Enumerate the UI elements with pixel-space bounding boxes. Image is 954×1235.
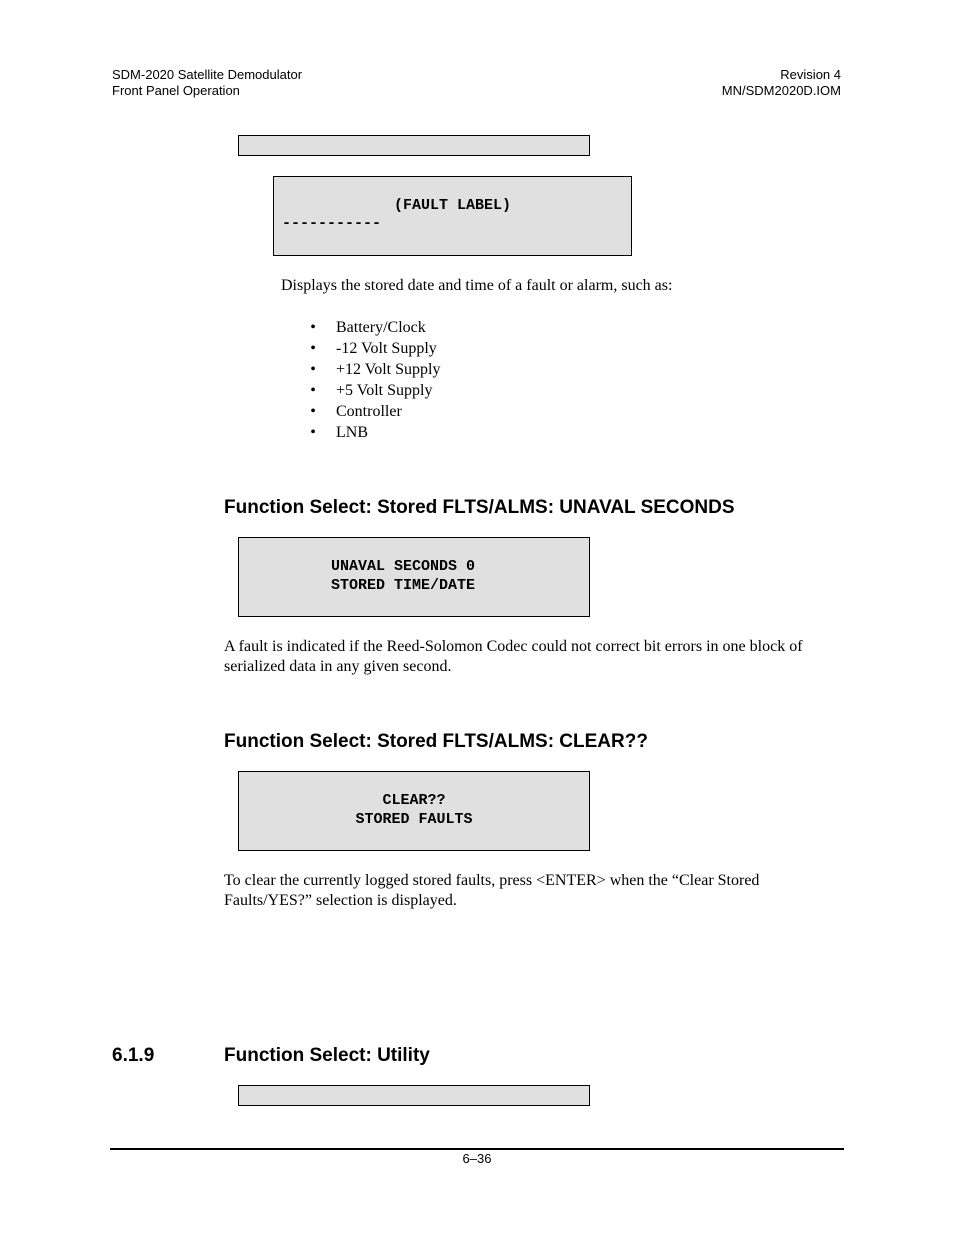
list-item: • Battery/Clock bbox=[308, 317, 440, 338]
list-item: • +12 Volt Supply bbox=[308, 359, 440, 380]
bullet-icon: • bbox=[310, 424, 316, 441]
clear-faults-paragraph: To clear the currently logged stored faults, press <ENTER> when the “Clear Stored Faults/YES?” selection is displayed. bbox=[224, 872, 760, 909]
section-heading-clear: Function Select: Stored FLTS/ALMS: CLEAR?? bbox=[224, 731, 648, 752]
unaval-seconds-display bbox=[238, 537, 590, 617]
fault-label-display bbox=[273, 176, 632, 256]
bullet-icon: • bbox=[310, 382, 316, 399]
document-title: SDM-2020 Satellite Demodulator bbox=[112, 67, 303, 82]
footer-rule bbox=[110, 1148, 844, 1150]
clear-faults-display bbox=[238, 771, 590, 851]
fault-list bbox=[308, 317, 440, 443]
unaval-seconds-paragraph: A fault is indicated if the Reed-Solomon Codec could not correct bit errors in one block of serialized data in any given second. bbox=[224, 638, 803, 675]
blank-display-bar-top bbox=[238, 135, 590, 156]
blank-display-bar-bottom bbox=[238, 1085, 590, 1106]
fault-label-dashes: ----------- bbox=[282, 215, 382, 232]
stored-faults-line: STORED FAULTS bbox=[355, 811, 473, 828]
document-number: MN/SDM2020D.IOM bbox=[721, 83, 841, 98]
list-item: • -12 Volt Supply bbox=[308, 338, 440, 359]
unaval-seconds-line: UNAVAL SECONDS 0 bbox=[331, 558, 476, 575]
bullet-icon: • bbox=[310, 319, 316, 336]
chapter-title: Front Panel Operation bbox=[112, 83, 240, 98]
bullet-icon: • bbox=[310, 340, 316, 357]
list-item: • LNB bbox=[308, 422, 440, 443]
fault-label-text: (FAULT LABEL) bbox=[393, 197, 512, 214]
page-header-right bbox=[722, 67, 841, 99]
list-item: • Controller bbox=[308, 401, 440, 422]
page-header-left bbox=[112, 67, 302, 99]
section-heading-unaval-seconds: Function Select: Stored FLTS/ALMS: UNAVAL SECONDS bbox=[224, 497, 735, 518]
fault-description: Displays the stored date and time of a fault or alarm, such as: bbox=[281, 277, 673, 294]
list-item: • +5 Volt Supply bbox=[308, 380, 440, 401]
revision-label: Revision 4 bbox=[780, 67, 841, 82]
stored-time-date-line: STORED TIME/DATE bbox=[331, 577, 476, 594]
bullet-icon: • bbox=[310, 361, 316, 378]
section-heading-utility: Function Select: Utility bbox=[224, 1045, 430, 1066]
bullet-icon: • bbox=[310, 403, 316, 420]
section-number: 6.1.9 bbox=[112, 1045, 155, 1066]
page-number: 6–36 bbox=[462, 1151, 492, 1166]
clear-line: CLEAR?? bbox=[382, 792, 446, 809]
